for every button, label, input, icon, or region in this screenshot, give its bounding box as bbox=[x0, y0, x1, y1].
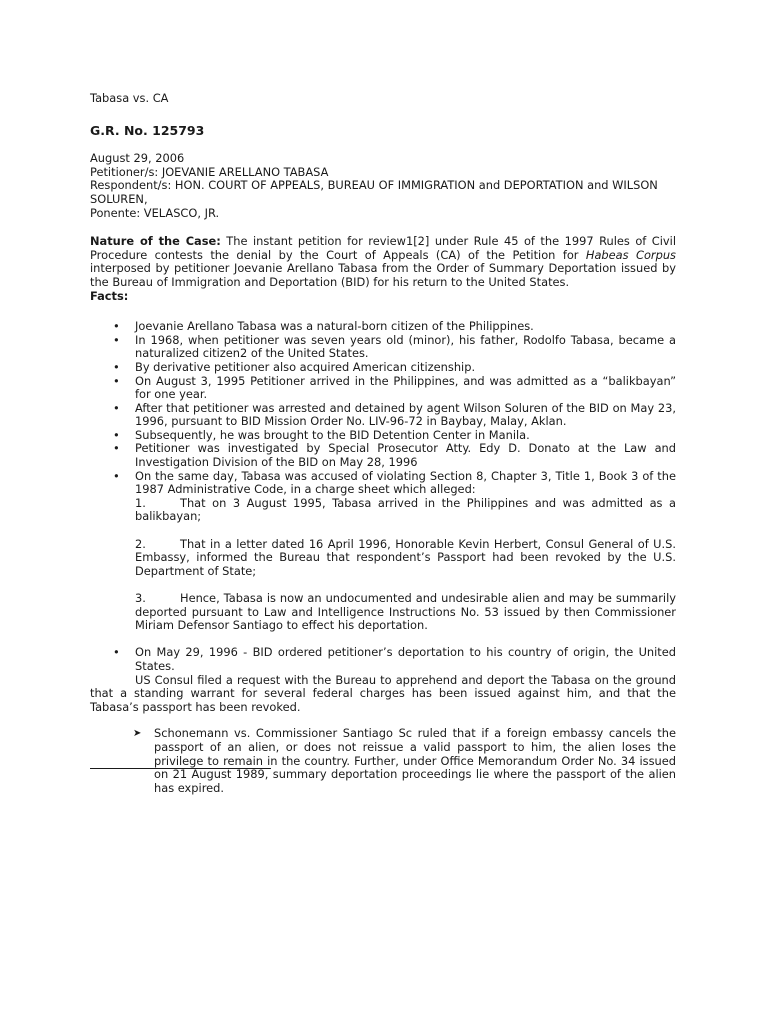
arrow-bullet-icon: ➤ bbox=[133, 728, 142, 740]
fact-item bbox=[90, 320, 676, 334]
fact-text: On May 29, 1996 - BID ordered petitioner’s deportation to his country of origin, the United States. bbox=[135, 645, 676, 673]
fact-text: Joevanie Arellano Tabasa was a natural-born citizen of the Philippines. bbox=[135, 319, 534, 334]
allegation-item bbox=[135, 497, 676, 524]
nature-italic: Habeas Corpus bbox=[585, 247, 676, 262]
fact-text: After that petitioner was arrested and detained by agent Wilson Soluren of the BID on May 23, 1996, pursuant to BID Mission Order No. LIV-96-72 in Baybay, Malay, Aklan. bbox=[135, 400, 676, 429]
facts-heading: Facts: bbox=[90, 288, 129, 303]
allegation-text: Hence, Tabasa is now an undocumented and undesirable alien and may be summarily deported pursuant to Law and Intelligence Instructions No. 53 issued by then Commissioner Miriam Defensor Santiago to effect his deportation. bbox=[135, 591, 676, 633]
footnote-separator bbox=[90, 768, 271, 769]
allegation-text: That in a letter dated 16 April 1996, Honorable Kevin Herbert, Consul General of U.S. Embassy, informed the Bureau that respondent’s Passport had been revoked by the U.S. Department of State; bbox=[135, 536, 676, 578]
fact-item bbox=[90, 429, 676, 443]
fact-text: On August 3, 1995 Petitioner arrived in the Philippines, and was admitted as a “balikbayan” for one year. bbox=[135, 373, 676, 402]
fact-item bbox=[90, 442, 676, 469]
fact-item-charge-sheet bbox=[90, 470, 676, 647]
allegation-number: 1. bbox=[135, 495, 146, 510]
fact-text: Petitioner was investigated by Special Prosecutor Atty. Edy D. Donato at the Law and Investigation Division of the BID on May 28, 1996 bbox=[135, 441, 676, 470]
document-page bbox=[90, 92, 676, 795]
fact-item bbox=[90, 375, 676, 402]
allegation-number: 2. bbox=[135, 536, 146, 551]
allegation-number: 3. bbox=[135, 591, 146, 605]
fact-text: Subsequently, he was brought to the BID Detention Center in Manila. bbox=[135, 427, 530, 442]
nature-text-2: interposed by petitioner Joevanie Arellano Tabasa from the Order of Summary Deportation issued by the Bureau of Immigration and Deportation (BID) for his return to the United States. bbox=[90, 261, 676, 289]
fact-item bbox=[90, 334, 676, 361]
petitioner-line: Petitioner/s: JOEVANIE ARELLANO TABASA bbox=[90, 164, 329, 179]
facts-list bbox=[90, 320, 676, 673]
nature-text-1: The instant petition for review1[2] under Rule 45 of the 1997 Rules of Civil Procedure contests the denial by the Court of Appeals (CA) of the Petition for bbox=[90, 234, 676, 262]
charge-sheet-intro: • On the same day, Tabasa was accused of violating Section 8, Chapter 3, Title 1, Book 3 of the 1987 Administrative Code, in a charge sheet which alleged: bbox=[135, 468, 676, 497]
respondent-line: Respondent/s: HON. COURT OF APPEALS, BUREAU OF IMMIGRATION and DEPORTATION and WILSON SOLUREN, bbox=[90, 178, 658, 206]
fact-item bbox=[90, 361, 676, 375]
schonemann-text: Schonemann vs. Commissioner Santiago Sc ruled that if a foreign embassy cancels the passport of an alien, or does not reissue a valid passport to him, the alien loses the privilege to remain in the country. Further, under Office Memorandum Order No. 34 issued on 21 August 1989, summary deportation proceedings lie where the passport of the alien has expired. bbox=[154, 726, 676, 795]
fact-text: In 1968, when petitioner was seven years old (minor), his father, Rodolfo Tabasa, became a naturalized citizen2 of the United States. bbox=[135, 332, 676, 361]
nature-of-case bbox=[90, 235, 676, 303]
gr-number: G.R. No. 125793 bbox=[90, 122, 205, 138]
fact-item bbox=[90, 402, 676, 429]
ponente-line: Ponente: VELASCO, JR. bbox=[90, 205, 220, 220]
allegation-item bbox=[135, 538, 676, 579]
case-metadata bbox=[90, 152, 676, 220]
allegation-text: That on 3 August 1995, Tabasa arrived in the Philippines and was admitted as a balikbayan; bbox=[135, 495, 676, 524]
decision-date: August 29, 2006 bbox=[90, 151, 185, 166]
fact-item bbox=[90, 646, 676, 673]
case-title: Tabasa vs. CA bbox=[90, 91, 169, 105]
fact-text: By derivative petitioner also acquired American citizenship. bbox=[135, 359, 476, 374]
consul-request-paragraph: US Consul filed a request with the Bureau to apprehend and deport the Tabasa on the ground that a standing warrant for several federal charges has been issued against him, and that the Tabasa’s passport has been revoked. bbox=[90, 672, 676, 714]
allegation-item bbox=[135, 592, 676, 633]
schonemann-note bbox=[133, 726, 676, 795]
nature-label: Nature of the Case: bbox=[90, 234, 221, 249]
